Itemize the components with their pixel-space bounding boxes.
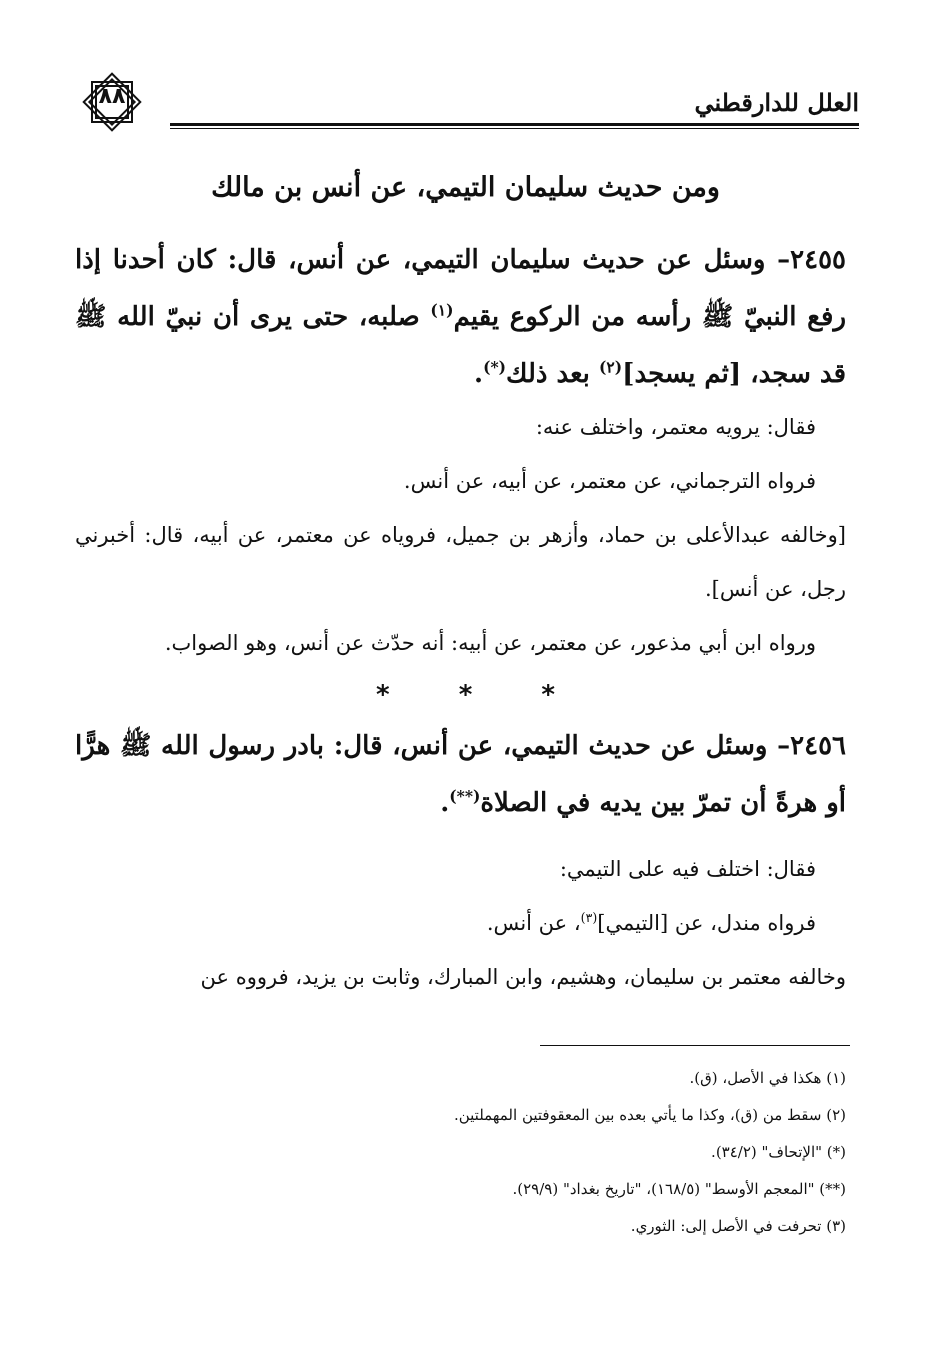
entry-text: – وسئل عن حديث سليمان التيمي، عن أنس، قال: كان أحدنا إذا رفع النبيّ ﷺ رأسه من الركوع يقيم	[75, 245, 847, 332]
discussion-paragraph: فقال: اختلف فيه على التيمي:	[559, 857, 816, 881]
footnote-ref: (٣)	[580, 910, 598, 925]
footnote: (٢) سقط من (ق)، وكذا ما يأتي بعده بين المعقوفتين المهملتين.	[453, 1106, 846, 1124]
section-separator	[0, 680, 931, 710]
footnote: (١) هكذا في الأصل، (ق).	[689, 1069, 846, 1087]
paragraph-text: فرواه مندل، عن [التيمي]	[597, 911, 816, 935]
footnotes	[75, 1060, 846, 1245]
entry-text: .	[474, 359, 484, 389]
separator-star: *	[541, 680, 555, 710]
entry-text: – وسئل عن حديث التيمي، عن أنس، قال: بادر رسول الله ﷺ هرًّا أو هرةً أن تمرّ بين يديه في الصلاة	[75, 731, 846, 818]
discussion-paragraph: ورواه ابن أبي مذعور، عن معتمر، عن أبيه: أنه حدّث عن أنس، وهو الصواب.	[164, 631, 816, 655]
page-header	[80, 70, 859, 130]
paragraph-text: ، عن أنس.	[486, 911, 581, 935]
separator-star: *	[376, 680, 390, 710]
footnote-ref: (*)	[483, 357, 507, 377]
chapter-heading: ومن حديث سليمان التيمي، عن أنس بن مالك	[211, 172, 720, 203]
book-title: العلل للدارقطني	[694, 88, 859, 117]
footnote-separator	[540, 1045, 850, 1046]
entry-text: .	[440, 788, 450, 818]
entry-text: صلبه، حتى يرى أن نبيّ الله ﷺ قد سجد، [ثم يسجد]	[75, 302, 846, 389]
entry-2455	[75, 232, 846, 403]
discussion-paragraph: فقال: يرويه معتمر، واختلف عنه:	[535, 415, 816, 439]
footnote-ref: (٢)	[598, 357, 623, 377]
entry-number: ٢٤٥٦	[790, 731, 846, 761]
entry-number: ٢٤٥٥	[790, 245, 846, 275]
discussion-paragraph: فرواه الترجماني، عن معتمر، عن أبيه، عن أنس.	[403, 469, 816, 493]
footnote: (٣) تحرفت في الأصل إلى: الثوري.	[630, 1217, 846, 1235]
discussion-paragraph: [وخالفه عبدالأعلى بن حماد، وأزهر بن جميل، فروياه عن معتمر، عن أبيه، قال: أخبرني رجل، عن أنس].	[75, 523, 846, 601]
footnote: (*) "الإتحاف" (٣٤/٢).	[711, 1143, 846, 1161]
footnote: (**) "المعجم الأوسط" (١٦٨/٥)، "تاريخ بغداد" (٢٩/٩).	[512, 1180, 846, 1198]
page-number: ٨٨	[98, 84, 126, 109]
header-rule	[170, 123, 859, 129]
footnote-ref: (١)	[430, 300, 454, 320]
entry-text: بعد ذلك	[506, 359, 599, 389]
discussion-paragraph: وخالفه معتمر بن سليمان، وهشيم، وابن المبارك، وثابت بن يزيد، فرووه عن	[200, 965, 846, 989]
footnote-ref: (**)	[449, 786, 481, 806]
discussion-paragraph	[75, 896, 846, 950]
entry-2456	[75, 718, 846, 832]
separator-star: *	[458, 680, 473, 710]
